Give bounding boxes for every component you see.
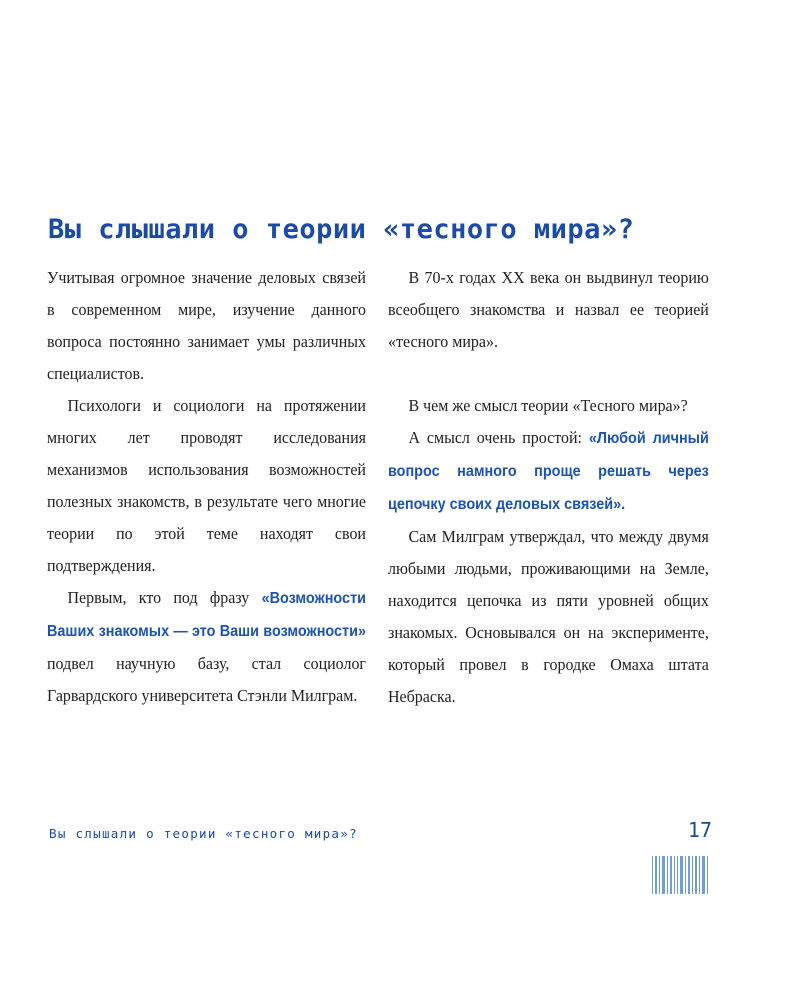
highlight-quote-chain: «Любой личный вопрос намного проще решать через цепочку своих деловых связей». xyxy=(388,430,709,513)
page-title: Вы слышали о теории «тесного мира»? xyxy=(48,214,635,246)
left-paragraph-3 xyxy=(47,582,366,712)
right-paragraph-1: В 70-х годах XX века он выдвинул теорию всеобщего знакомства и назвал ее теорией «тесного мира». xyxy=(388,268,709,351)
left-paragraph-1: Учитывая огромное значение деловых связей в современном мире, изучение данного вопроса постоянно занимает умы различных специалистов. xyxy=(47,268,366,383)
highlight-quote-possibilities: «Возможности Ваших знакомых — это Ваши возможности» xyxy=(47,590,366,640)
right-paragraph-3-start: А смысл очень простой: xyxy=(408,428,589,447)
left-paragraph-2: Психологи и социологи на протяжении многих лет проводят исследования механизмов использования возможностей полезных знакомств, в результате чего многие теории по этой теме находят свои подтверждения. xyxy=(47,396,366,575)
right-paragraph-3 xyxy=(388,422,709,521)
right-paragraph-2: В чем же смысл теории «Тесного мира»? xyxy=(408,396,688,415)
right-column xyxy=(388,262,709,713)
left-paragraph-3-start: Первым, кто под фразу xyxy=(67,588,262,607)
right-paragraph-4: Сам Милграм утверждал, что между двумя любыми людьми, проживающими на Земле, находится цепочка из пяти уровней общих знакомых. Основывался он на эксперименте, который провел в городке Омаха штата Небраска. xyxy=(388,527,709,706)
barcode-decoration-icon xyxy=(652,856,710,894)
left-paragraph-3-end: подвел научную базу, стал социолог Гарвардского университета Стэнли Милграм. xyxy=(47,654,366,705)
page-number: 17 xyxy=(687,818,712,842)
running-title: Вы слышали о теории «тесного мира»? xyxy=(49,826,358,841)
left-column xyxy=(47,262,366,712)
